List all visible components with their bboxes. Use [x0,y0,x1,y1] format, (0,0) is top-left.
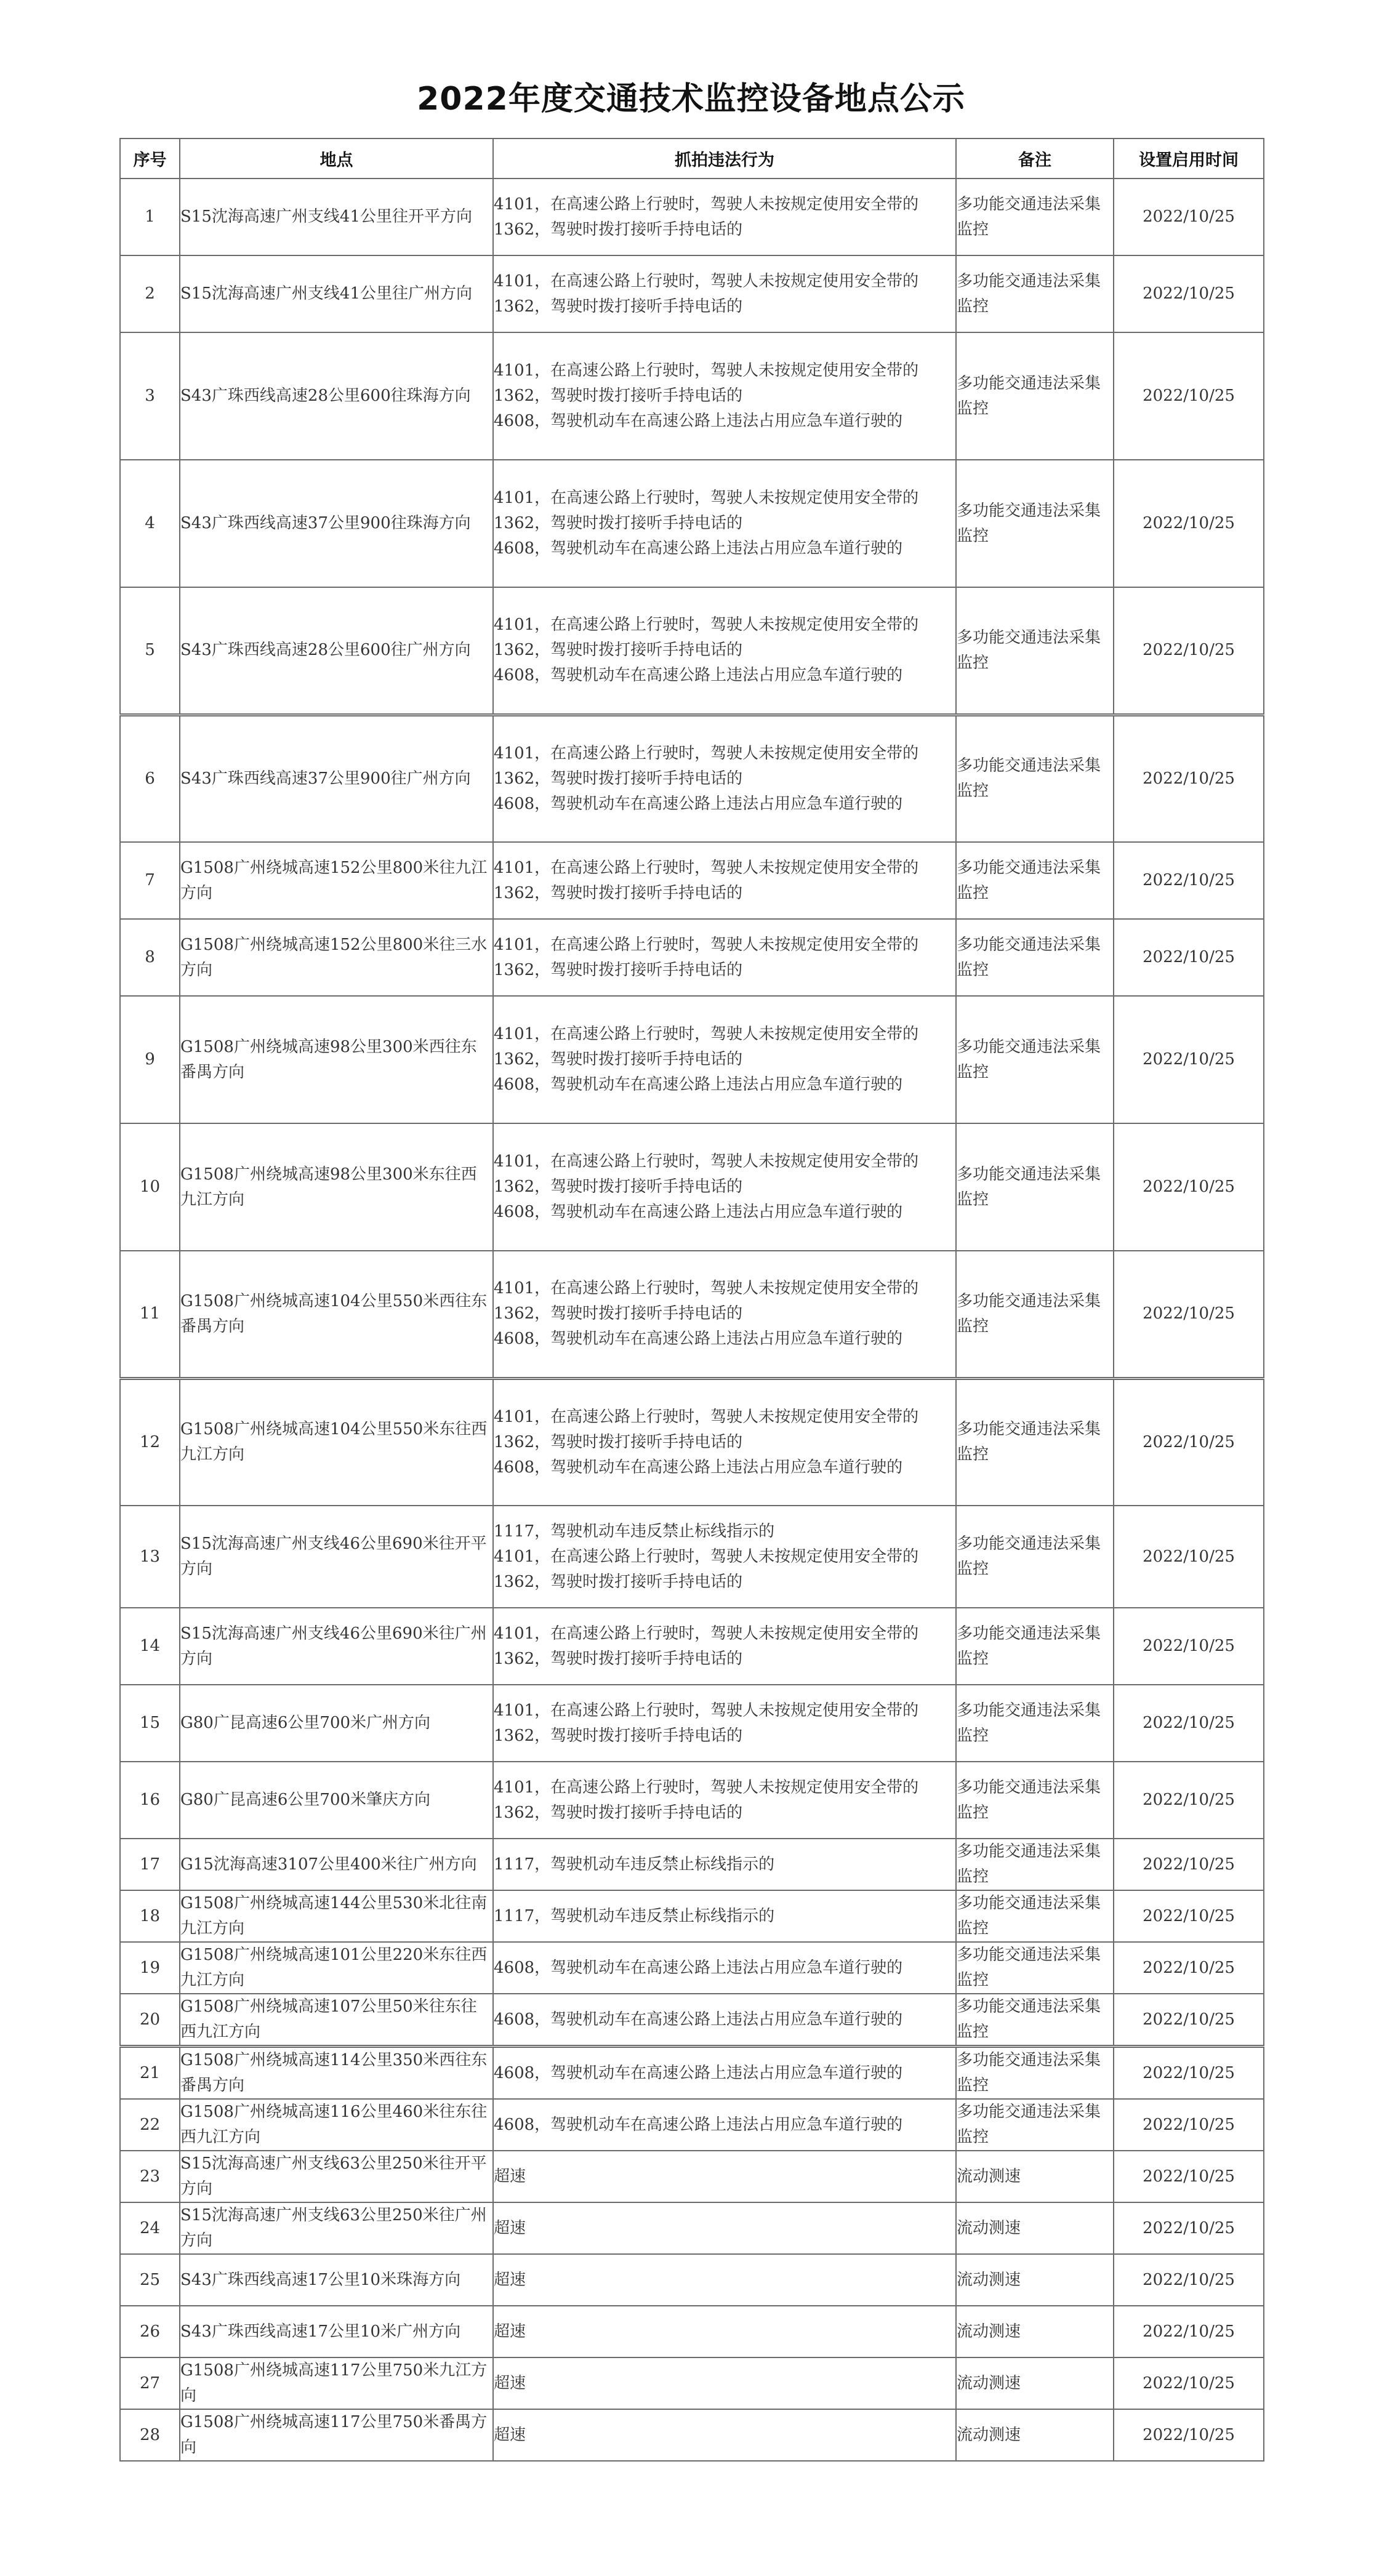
row-note: 流动测速 [956,2357,1114,2409]
row-location: S15沈海高速广州支线63公里250米往开平方向 [180,2151,493,2202]
violation-line: 4101，在高速公路上行驶时，驾驶人未按规定使用安全带的 [494,616,919,635]
row-actions [493,2409,956,2461]
violation-line: 4101，在高速公路上行驶时，驾驶人未按规定使用安全带的 [494,195,919,214]
row-number: 28 [120,2409,180,2461]
violation-line: 4101，在高速公路上行驶时，驾驶人未按规定使用安全带的 [494,1701,919,1720]
row-note: 多功能交通违法采集监控 [956,179,1114,255]
row-number: 16 [120,1762,180,1839]
header-date: 设置启用时间 [1114,138,1264,179]
table-row [120,255,1264,332]
table-row [120,1251,1264,1378]
row-number: 19 [120,1942,180,1994]
violation-line: 4608，驾驶机动车在高速公路上违法占用应急车道行驶的 [494,1203,903,1221]
violation-line: 4101，在高速公路上行驶时，驾驶人未按规定使用安全带的 [494,361,919,380]
violation-line: 超速 [494,2322,526,2341]
row-date: 2022/10/25 [1114,2357,1264,2409]
row-location: G1508广州绕城高速152公里800米往三水方向 [180,919,493,996]
row-location: S15沈海高速广州支线41公里往开平方向 [180,179,493,255]
violation-line: 4608，驾驶机动车在高速公路上违法占用应急车道行驶的 [494,1075,903,1094]
table-row [120,2357,1264,2409]
table-row [120,2099,1264,2151]
row-actions [493,996,956,1123]
row-number: 23 [120,2151,180,2202]
violation-line: 4608，驾驶机动车在高速公路上违法占用应急车道行驶的 [494,539,903,558]
table-row [120,179,1264,255]
table-row [120,1506,1264,1608]
table-row [120,715,1264,842]
row-actions [493,2151,956,2202]
row-actions [493,1608,956,1685]
row-location: G1508广州绕城高速104公里550米东往西九江方向 [180,1378,493,1506]
row-number: 6 [120,715,180,842]
row-actions [493,1762,956,1839]
table-row [120,842,1264,919]
row-actions [493,1251,956,1378]
violation-line: 1362，驾驶时拨打接听手持电话的 [494,1432,743,1451]
row-actions [493,919,956,996]
row-number: 2 [120,255,180,332]
row-actions [493,1994,956,2047]
row-actions [493,1378,956,1506]
row-note: 多功能交通违法采集监控 [956,460,1114,587]
row-number: 9 [120,996,180,1123]
row-note: 多功能交通违法采集监控 [956,1994,1114,2047]
row-number: 18 [120,1890,180,1942]
row-date: 2022/10/25 [1114,1608,1264,1685]
row-location: S15沈海高速广州支线41公里往广州方向 [180,255,493,332]
row-date: 2022/10/25 [1114,2254,1264,2306]
table-row [120,2151,1264,2202]
row-date: 2022/10/25 [1114,2409,1264,2461]
violation-line: 1362，驾驶时拨打接听手持电话的 [494,1178,743,1196]
header-row [120,138,1264,179]
page-title: 2022年度交通技术监控设备地点公示 [417,81,965,118]
table-row [120,2047,1264,2100]
violation-line: 4101，在高速公路上行驶时，驾驶人未按规定使用安全带的 [494,1547,919,1566]
header-num: 序号 [120,138,180,179]
row-date: 2022/10/25 [1114,2306,1264,2357]
row-location: G1508广州绕城高速117公里750米番禺方向 [180,2409,493,2461]
row-date: 2022/10/25 [1114,842,1264,919]
row-note: 多功能交通违法采集监控 [956,1378,1114,1506]
row-location: G80广昆高速6公里700米广州方向 [180,1685,493,1762]
row-date: 2022/10/25 [1114,1123,1264,1251]
violation-line: 1362，驾驶时拨打接听手持电话的 [494,1649,743,1668]
row-location: G1508广州绕城高速101公里220米东往西九江方向 [180,1942,493,1994]
row-note: 流动测速 [956,2202,1114,2254]
table-row [120,332,1264,460]
row-location: G1508广州绕城高速104公里550米西往东番禺方向 [180,1251,493,1378]
row-note: 多功能交通违法采集监控 [956,1123,1114,1251]
violation-line: 4608，驾驶机动车在高速公路上违法占用应急车道行驶的 [494,412,903,430]
row-location: G1508广州绕城高速107公里50米往东往西九江方向 [180,1994,493,2047]
violation-line: 4101，在高速公路上行驶时，驾驶人未按规定使用安全带的 [494,1279,919,1298]
row-number: 22 [120,2099,180,2151]
row-number: 13 [120,1506,180,1608]
violation-line: 1362，驾驶时拨打接听手持电话的 [494,1304,743,1323]
row-location: S15沈海高速广州支线46公里690米往广州方向 [180,1608,493,1685]
violation-line: 1362，驾驶时拨打接听手持电话的 [494,1803,743,1822]
violation-line: 1362，驾驶时拨打接听手持电话的 [494,1726,743,1745]
row-note: 多功能交通违法采集监控 [956,1685,1114,1762]
table-row [120,1839,1264,1890]
row-date: 2022/10/25 [1114,1839,1264,1890]
row-date: 2022/10/25 [1114,2202,1264,2254]
row-date: 2022/10/25 [1114,2099,1264,2151]
violation-line: 4101，在高速公路上行驶时，驾驶人未按规定使用安全带的 [494,858,919,877]
header-action: 抓拍违法行为 [493,138,956,179]
row-note: 多功能交通违法采集监控 [956,919,1114,996]
row-location: S43广珠西线高速17公里10米珠海方向 [180,2254,493,2306]
violation-line: 1362，驾驶时拨打接听手持电话的 [494,769,743,788]
row-location: G15沈海高速3107公里400米往广州方向 [180,1839,493,1890]
row-number: 3 [120,332,180,460]
row-number: 1 [120,179,180,255]
row-note: 多功能交通违法采集监控 [956,1608,1114,1685]
row-actions [493,2047,956,2100]
row-actions [493,2099,956,2151]
row-note: 流动测速 [956,2306,1114,2357]
row-actions [493,179,956,255]
row-number: 5 [120,587,180,715]
table-row [120,1608,1264,1685]
row-number: 25 [120,2254,180,2306]
row-note: 流动测速 [956,2409,1114,2461]
row-actions [493,2254,956,2306]
row-date: 2022/10/25 [1114,1378,1264,1506]
header-location: 地点 [180,138,493,179]
row-number: 20 [120,1994,180,2047]
row-note: 多功能交通违法采集监控 [956,1942,1114,1994]
row-date: 2022/10/25 [1114,332,1264,460]
row-actions [493,1685,956,1762]
row-number: 8 [120,919,180,996]
row-note: 多功能交通违法采集监控 [956,1506,1114,1608]
row-number: 4 [120,460,180,587]
row-actions [493,587,956,715]
row-date: 2022/10/25 [1114,255,1264,332]
violation-line: 1362，驾驶时拨打接听手持电话的 [494,514,743,532]
violation-line: 1362，驾驶时拨打接听手持电话的 [494,297,743,316]
row-date: 2022/10/25 [1114,1942,1264,1994]
row-date: 2022/10/25 [1114,1685,1264,1762]
row-note: 多功能交通违法采集监控 [956,715,1114,842]
row-note: 多功能交通违法采集监控 [956,1890,1114,1942]
table-body [120,179,1264,2461]
table-row [120,1378,1264,1506]
row-actions [493,460,956,587]
row-number: 10 [120,1123,180,1251]
header-note: 备注 [956,138,1114,179]
row-actions [493,1890,956,1942]
table-row [120,996,1264,1123]
violation-line: 4608，驾驶机动车在高速公路上违法占用应急车道行驶的 [494,666,903,685]
row-actions [493,1506,956,1608]
violation-line: 1362，驾驶时拨打接听手持电话的 [494,883,743,902]
row-location: G1508广州绕城高速144公里530米北往南九江方向 [180,1890,493,1942]
violation-line: 4608，驾驶机动车在高速公路上违法占用应急车道行驶的 [494,1330,903,1349]
row-actions [493,2357,956,2409]
violation-line: 4101，在高速公路上行驶时，驾驶人未按规定使用安全带的 [494,1025,919,1043]
row-actions [493,332,956,460]
violation-line: 1117，驾驶机动车违反禁止标线指示的 [494,1855,775,1874]
row-date: 2022/10/25 [1114,919,1264,996]
violation-line: 1362，驾驶时拨打接听手持电话的 [494,960,743,979]
row-date: 2022/10/25 [1114,1506,1264,1608]
violation-line: 1362，驾驶时拨打接听手持电话的 [494,220,743,239]
row-note: 多功能交通违法采集监控 [956,1839,1114,1890]
row-location: G1508广州绕城高速152公里800米往九江方向 [180,842,493,919]
row-actions [493,2202,956,2254]
violation-line: 4101，在高速公路上行驶时，驾驶人未按规定使用安全带的 [494,271,919,291]
violation-line: 超速 [494,2167,526,2186]
violation-line: 超速 [494,2425,526,2444]
violation-line: 超速 [494,2270,526,2289]
row-note: 多功能交通违法采集监控 [956,587,1114,715]
row-note: 多功能交通违法采集监控 [956,1762,1114,1839]
table-row [120,460,1264,587]
table-row [120,919,1264,996]
table-row [120,587,1264,715]
violation-line: 4608，驾驶机动车在高速公路上违法占用应急车道行驶的 [494,2115,903,2134]
table-row [120,1762,1264,1839]
row-note: 流动测速 [956,2254,1114,2306]
violation-line: 4608，驾驶机动车在高速公路上违法占用应急车道行驶的 [494,1958,903,1977]
violation-line: 4608，驾驶机动车在高速公路上违法占用应急车道行驶的 [494,2063,903,2082]
row-actions [493,1942,956,1994]
violation-line: 超速 [494,2218,526,2237]
violation-line: 1362，驾驶时拨打接听手持电话的 [494,1050,743,1069]
row-note: 多功能交通违法采集监控 [956,2047,1114,2100]
row-note: 多功能交通违法采集监控 [956,1251,1114,1378]
row-note: 多功能交通违法采集监控 [956,332,1114,460]
row-location: S15沈海高速广州支线46公里690米往开平方向 [180,1506,493,1608]
violation-line: 4101，在高速公路上行驶时，驾驶人未按规定使用安全带的 [494,1778,919,1797]
row-note: 多功能交通违法采集监控 [956,996,1114,1123]
row-location: S43广珠西线高速28公里600往珠海方向 [180,332,493,460]
violation-line: 1117，驾驶机动车违反禁止标线指示的 [494,1522,775,1541]
row-number: 24 [120,2202,180,2254]
table-row [120,1994,1264,2047]
violation-line: 1362，驾驶时拨打接听手持电话的 [494,641,743,660]
row-date: 2022/10/25 [1114,1994,1264,2047]
row-actions [493,255,956,332]
row-date: 2022/10/25 [1114,460,1264,587]
table-row [120,1685,1264,1762]
row-number: 21 [120,2047,180,2100]
violation-line: 4101，在高速公路上行驶时，驾驶人未按规定使用安全带的 [494,744,919,763]
row-location: G1508广州绕城高速98公里300米东往西九江方向 [180,1123,493,1251]
row-date: 2022/10/25 [1114,2047,1264,2100]
row-location: S43广珠西线高速28公里600往广州方向 [180,587,493,715]
row-location: G1508广州绕城高速117公里750米九江方向 [180,2357,493,2409]
row-date: 2022/10/25 [1114,996,1264,1123]
table-row [120,2306,1264,2357]
violation-line: 4608，驾驶机动车在高速公路上违法占用应急车道行驶的 [494,2010,903,2029]
row-location: S43广珠西线高速37公里900往珠海方向 [180,460,493,587]
violation-line: 4101，在高速公路上行驶时，驾驶人未按规定使用安全带的 [494,1407,919,1426]
violation-line: 1362，驾驶时拨打接听手持电话的 [494,1572,743,1591]
row-date: 2022/10/25 [1114,179,1264,255]
row-location: S43广珠西线高速17公里10米广州方向 [180,2306,493,2357]
row-actions [493,1839,956,1890]
violation-line: 4101，在高速公路上行驶时，驾驶人未按规定使用安全带的 [494,489,919,507]
violation-line: 1117，驾驶机动车违反禁止标线指示的 [494,1906,775,1925]
violation-line: 4608，驾驶机动车在高速公路上违法占用应急车道行驶的 [494,1458,903,1477]
row-number: 11 [120,1251,180,1378]
row-actions [493,2306,956,2357]
row-number: 7 [120,842,180,919]
table-row [120,1942,1264,1994]
row-number: 15 [120,1685,180,1762]
row-note: 流动测速 [956,2151,1114,2202]
table-row [120,2409,1264,2461]
row-location: S43广珠西线高速37公里900往广州方向 [180,715,493,842]
row-number: 14 [120,1608,180,1685]
row-note: 多功能交通违法采集监控 [956,255,1114,332]
row-number: 12 [120,1378,180,1506]
violation-line: 1362，驾驶时拨打接听手持电话的 [494,387,743,405]
row-date: 2022/10/25 [1114,1251,1264,1378]
row-actions [493,842,956,919]
row-actions [493,715,956,842]
row-location: G1508广州绕城高速98公里300米西往东番禺方向 [180,996,493,1123]
violation-line: 4101，在高速公路上行驶时，驾驶人未按规定使用安全带的 [494,1152,919,1171]
row-location: G1508广州绕城高速114公里350米西往东番禺方向 [180,2047,493,2100]
violation-line: 4101，在高速公路上行驶时，驾驶人未按规定使用安全带的 [494,1624,919,1643]
row-number: 27 [120,2357,180,2409]
row-date: 2022/10/25 [1114,587,1264,715]
table-row [120,2254,1264,2306]
table-row [120,1890,1264,1942]
row-number: 26 [120,2306,180,2357]
device-table [119,138,1264,2462]
violation-line: 4101，在高速公路上行驶时，驾驶人未按规定使用安全带的 [494,935,919,954]
row-date: 2022/10/25 [1114,715,1264,842]
row-date: 2022/10/25 [1114,1762,1264,1839]
row-number: 17 [120,1839,180,1890]
row-note: 多功能交通违法采集监控 [956,2099,1114,2151]
row-location: G1508广州绕城高速116公里460米往东往西九江方向 [180,2099,493,2151]
violation-line: 超速 [494,2373,526,2393]
row-location: G80广昆高速6公里700米肇庆方向 [180,1762,493,1839]
violation-line: 4608，驾驶机动车在高速公路上违法占用应急车道行驶的 [494,794,903,813]
row-note: 多功能交通违法采集监控 [956,842,1114,919]
table-row [120,2202,1264,2254]
row-date: 2022/10/25 [1114,1890,1264,1942]
row-location: S15沈海高速广州支线63公里250米往广州方向 [180,2202,493,2254]
table-row [120,1123,1264,1251]
row-date: 2022/10/25 [1114,2151,1264,2202]
row-actions [493,1123,956,1251]
